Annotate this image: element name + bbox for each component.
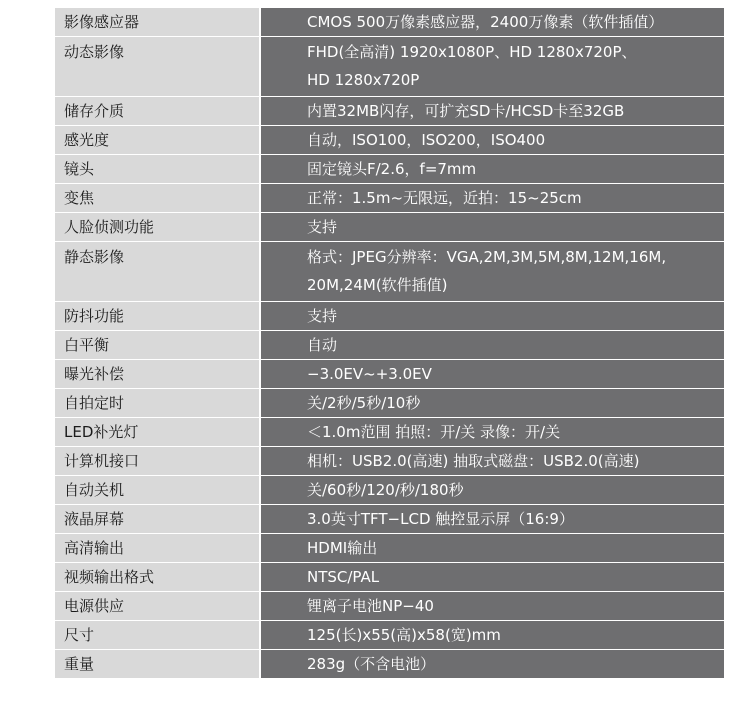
spec-value: 支持 [261,302,724,330]
spec-label: 感光度 [55,126,261,154]
spec-row-power [55,592,724,621]
spec-value: 283g（不含电池） [261,650,724,678]
spec-row-sensor [55,8,724,37]
spec-value: 125(长)x55(高)x58(宽)mm [261,621,724,649]
spec-value: 关/2秒/5秒/10秒 [261,389,724,417]
spec-label: 人脸侦测功能 [55,213,261,241]
spec-label: 静态影像 [55,242,261,301]
spec-label: 重量 [55,650,261,678]
spec-label: 镜头 [55,155,261,183]
spec-label: 自动关机 [55,476,261,504]
spec-value: 支持 [261,213,724,241]
spec-label: 视频输出格式 [55,563,261,591]
spec-label: 影像感应器 [55,8,261,36]
spec-label: 防抖功能 [55,302,261,330]
spec-row-auto-off [55,476,724,505]
spec-row-hd-output [55,534,724,563]
spec-value: 自动，ISO100，ISO200，ISO400 [261,126,724,154]
spec-label: 白平衡 [55,331,261,359]
spec-label: 电源供应 [55,592,261,620]
spec-row-lens [55,155,724,184]
spec-row-zoom [55,184,724,213]
spec-table [55,8,724,679]
spec-value: FHD(全高清) 1920x1080P、HD 1280x720P、 HD 1280x720P [261,37,724,96]
spec-value: 锂离子电池NP−40 [261,592,724,620]
spec-label: 自拍定时 [55,389,261,417]
spec-value: HDMI输出 [261,534,724,562]
spec-value: 相机：USB2.0(高速) 抽取式磁盘：USB2.0(高速) [261,447,724,475]
spec-row-pc-interface [55,447,724,476]
spec-value: ＜1.0m范围 拍照：开/关 录像：开/关 [261,418,724,446]
spec-value: 固定镜头F/2.6，f=7mm [261,155,724,183]
spec-row-white-balance [55,331,724,360]
spec-label: 计算机接口 [55,447,261,475]
spec-label: 高清输出 [55,534,261,562]
spec-value: 3.0英寸TFT−LCD 触控显示屏（16:9） [261,505,724,533]
spec-value: 自动 [261,331,724,359]
spec-value: 内置32MB闪存，可扩充SD卡/HCSD卡至32GB [261,97,724,125]
spec-row-still-image [55,242,724,302]
spec-row-exposure [55,360,724,389]
spec-row-self-timer [55,389,724,418]
spec-row-stabilization [55,302,724,331]
spec-label: 变焦 [55,184,261,212]
spec-row-size [55,621,724,650]
spec-value: 关/60秒/120/秒/180秒 [261,476,724,504]
spec-row-video-format [55,563,724,592]
spec-row-lcd [55,505,724,534]
spec-label: 动态影像 [55,37,261,96]
spec-row-video [55,37,724,97]
spec-row-led [55,418,724,447]
spec-label: 曝光补偿 [55,360,261,388]
spec-label: 尺寸 [55,621,261,649]
spec-value: 格式：JPEG分辨率：VGA,2M,3M,5M,8M,12M,16M, 20M,24M(软件插值) [261,242,724,301]
spec-row-storage [55,97,724,126]
spec-row-iso [55,126,724,155]
spec-label: LED补光灯 [55,418,261,446]
spec-row-face-detect [55,213,724,242]
spec-value: 正常：1.5m~无限远，近拍：15~25cm [261,184,724,212]
spec-value: CMOS 500万像素感应器，2400万像素（软件插值） [261,8,724,36]
spec-value: −3.0EV~+3.0EV [261,360,724,388]
spec-row-weight [55,650,724,679]
spec-label: 液晶屏幕 [55,505,261,533]
spec-label: 储存介质 [55,97,261,125]
spec-value: NTSC/PAL [261,563,724,591]
